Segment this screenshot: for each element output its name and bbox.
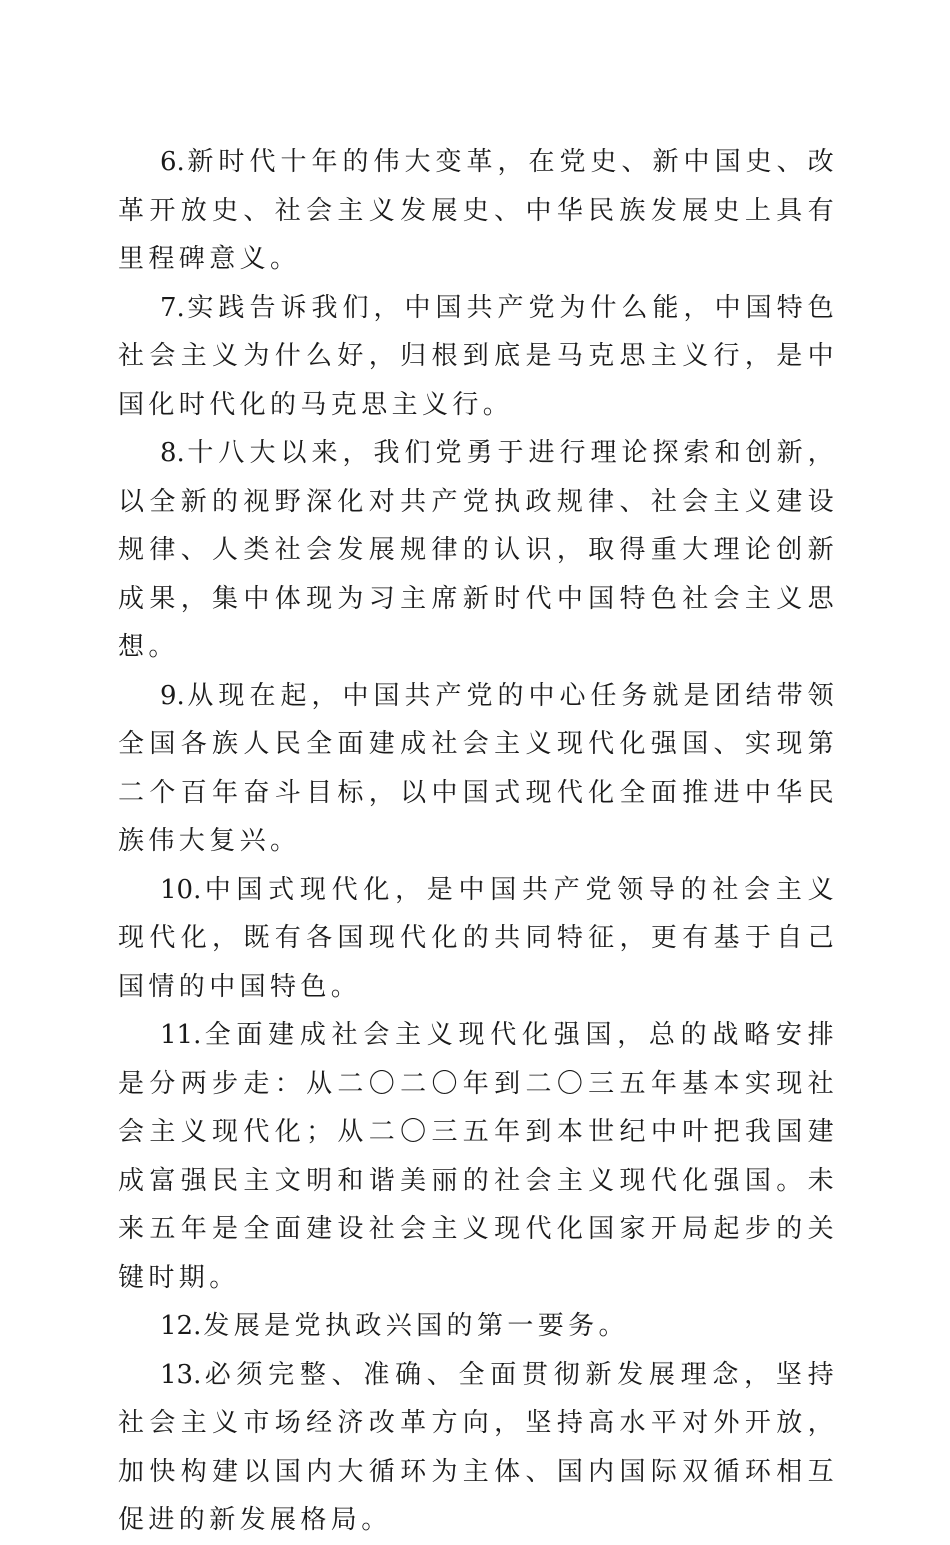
paragraph-6 (118, 138, 838, 284)
document-body (118, 138, 838, 1545)
paragraph-number: 6. (160, 147, 185, 177)
paragraph-text: 十八大以来，我们党勇于进行理论探索和创新，以全新的视野深化对共产党执政规律、社会主义建设规律、人类社会发展规律的认识，取得重大理论创新成果，集中体现为习主席新时代中国特色社会主义思想。 (118, 438, 838, 662)
paragraph-12 (118, 1302, 838, 1351)
paragraph-text: 必须完整、准确、全面贯彻新发展理念，坚持社会主义市场经济改革方向，坚持高水平对外开放，加快构建以国内大循环为主体、国内国际双循环相互促进的新发展格局。 (118, 1359, 838, 1535)
paragraph-number: 8. (160, 438, 185, 468)
paragraph-number: 10. (160, 874, 202, 905)
paragraph-11 (118, 1011, 838, 1302)
paragraph-text: 新时代十年的伟大变革，在党史、新中国史、改革开放史、社会主义发展史、中华民族发展史上具有里程碑意义。 (118, 147, 838, 274)
paragraph-7 (118, 284, 838, 430)
paragraph-text: 全面建成社会主义现代化强国，总的战略安排是分两步走：从二〇二〇年到二〇三五年基本实现社会主义现代化；从二〇三五年到本世纪中叶把我国建成富强民主文明和谐美丽的社会主义现代化强国。未来五年是全面建设社会主义现代化国家开局起步的关键时期。 (118, 1020, 838, 1293)
paragraph-number: 11. (160, 1020, 202, 1050)
paragraph-number: 7. (160, 292, 185, 323)
paragraph-number: 13. (160, 1359, 202, 1390)
paragraph-text: 实践告诉我们，中国共产党为什么能，中国特色社会主义为什么好，归根到底是马克思主义行，是中国化时代化的马克思主义行。 (118, 292, 838, 420)
paragraph-number: 9. (160, 680, 185, 711)
paragraph-13 (118, 1351, 838, 1545)
paragraph-9 (118, 672, 838, 866)
paragraph-8 (118, 429, 838, 672)
paragraph-number: 12. (160, 1311, 202, 1341)
paragraph-text: 从现在起，中国共产党的中心任务就是团结带领全国各族人民全面建成社会主义现代化强国、实现第二个百年奋斗目标，以中国式现代化全面推进中华民族伟大复兴。 (118, 680, 838, 856)
paragraph-text: 中国式现代化，是中国共产党领导的社会主义现代化，既有各国现代化的共同特征，更有基于自己国情的中国特色。 (118, 874, 838, 1002)
paragraph-10 (118, 866, 838, 1012)
paragraph-text: 发展是党执政兴国的第一要务。 (203, 1311, 629, 1341)
